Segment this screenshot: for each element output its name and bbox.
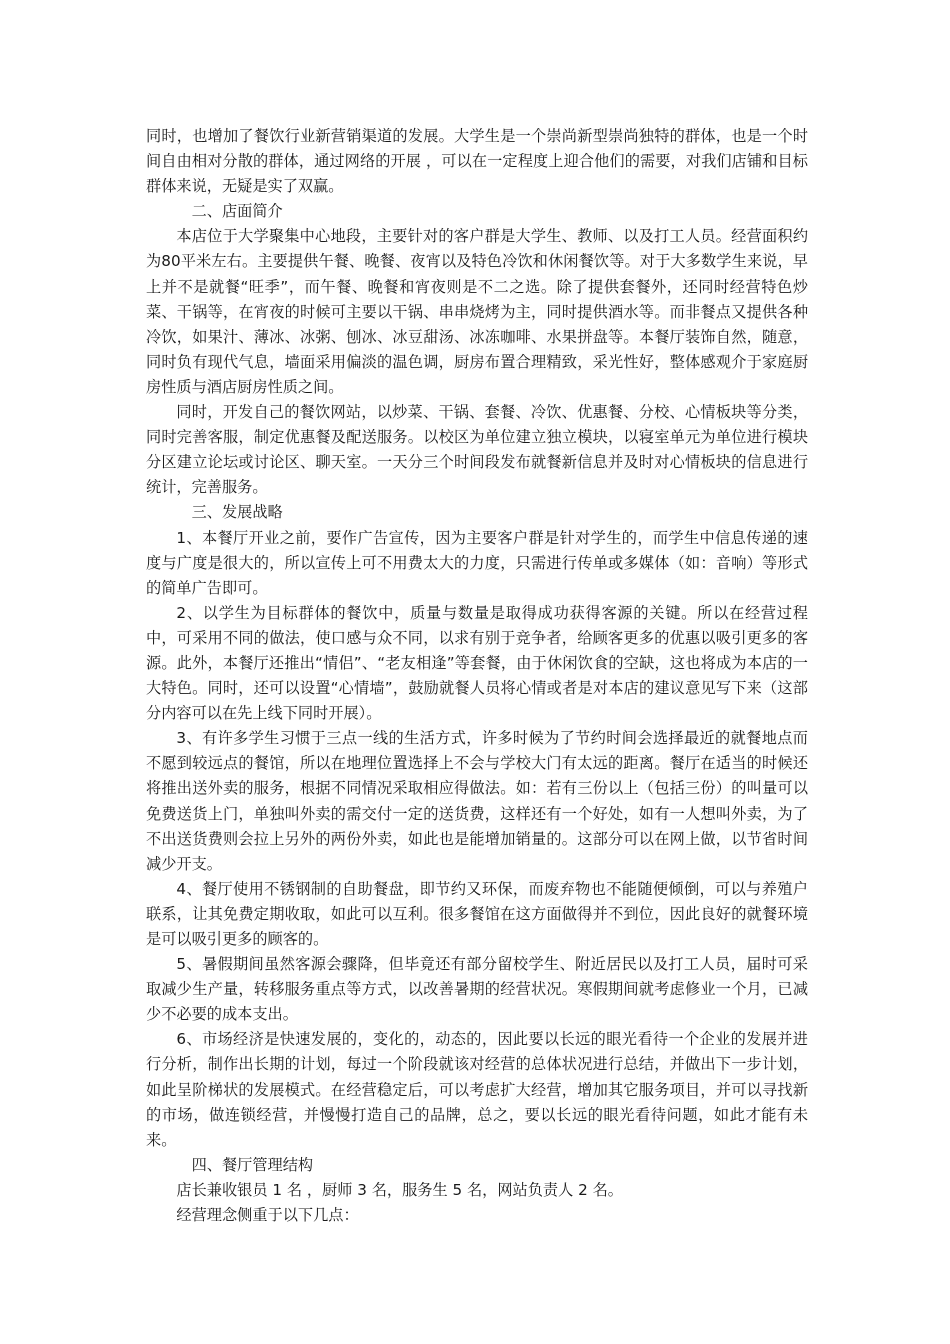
- paragraph-strategy-6: 6、市场经济是快速发展的，变化的，动态的，因此要以长远的眼光看待一个企业的发展并进行分析，制作出长期的计划，每过一个阶段就该对经营的总体状况进行总结，并做出下一步计划，如此呈阶梯状的发展模式。在经营稳定后，可以考虑扩大经营，增加其它服务项目，并可以寻找新的市场，做连锁经营，并慢慢打造自己的品牌，总之，要以长远的眼光看待问题，如此才能有未来。: [146, 1030, 808, 1149]
- section-heading-store-intro: 二、店面简介: [191, 202, 283, 221]
- paragraph-intro-continuation: 同时，也增加了餐饮行业新营销渠道的发展。大学生是一个崇尚新型崇尚独特的群体，也是一个时间自由相对分散的群体，通过网络的开展 ，可以在一定程度上迎合他们的需要，对我们店铺和目标群体来说，无疑是实了双赢。: [146, 127, 808, 196]
- section-heading-management: 四、餐厅管理结构: [191, 1155, 314, 1174]
- paragraph-strategy-4: 4、餐厅使用不锈钢制的自助餐盘，即节约又环保，而废弃物也不能随便倾倒，可以与养殖户联系，让其免费定期收取，如此可以互利。很多餐馆在这方面做得并不到位，因此良好的就餐环境是可以吸引更多的顾客的。: [146, 879, 808, 948]
- paragraph-strategy-1: 1、本餐厅开业之前，要作广告宣传，因为主要客户群是针对学生的，而学生中信息传递的速度与广度是很大的，所以宣传上可不用费太大的力度，只需进行传单或多媒体（如：音响）等形式的简单广告即可。: [146, 528, 808, 597]
- paragraph-strategy-5: 5、暑假期间虽然客源会骤降，但毕竟还有部分留校学生、附近居民以及打工人员，届时可采取减少生产量，转移服务重点等方式，以改善暑期的经营状况。寒假期间就考虑修业一个月，已减少不必要的成本支出。: [146, 955, 808, 1024]
- paragraph-staffing: 店长兼收银员 1 名 ，厨师 3 名，服务生 5 名，网站负责人 2 名。: [176, 1180, 623, 1199]
- paragraph-strategy-3: 3、有许多学生习惯于三点一线的生活方式，许多时候为了节约时间会选择最近的就餐地点而不愿到较远点的餐馆，所以在地理位置选择上不会与学校大门有太远的距离。餐厅在适当的时候还将推出送外卖的服务，根据不同情况采取相应得做法。如：若有三份以上（包括三份）的叫量可以免费送货上门，单独叫外卖的需交付一定的送货费，这样还有一个好处，如有一人想叫外卖，为了不出送货费则会拉上另外的两份外卖，如此也是能增加销量的。这部分可以在网上做，以节省时间减少开支。: [146, 729, 808, 873]
- paragraph-philosophy-intro: 经营理念侧重于以下几点：: [176, 1206, 359, 1225]
- paragraph-website: 同时，开发自己的餐饮网站，以炒菜、干锅、套餐、冷饮、优惠餐、分校、心情板块等分类，同时完善客服，制定优惠餐及配送服务。以校区为单位建立独立模块，以寝室单元为单位进行模块分区建立论坛或讨论区、聊天室。一天分三个时间段发布就餐新信息并及时对心情板块的信息进行统计，完善服务。: [146, 403, 808, 497]
- paragraph-strategy-2: 2、以学生为目标群体的餐饮中，质量与数量是取得成功获得客源的关键。所以在经营过程中，可采用不同的做法，使口感与众不同，以求有别于竞争者，给顾客更多的优惠以吸引更多的客源。此外，本餐厅还推出“情侣”、“老友相逢”等套餐，由于休闲饮食的空缺，这也将成为本店的一大特色。同时，还可以设置“心情墙”，鼓励就餐人员将心情或者是对本店的建议意见写下来（这部分内容可以在先上线下同时开展）。: [146, 603, 808, 723]
- section-heading-strategy: 三、发展战略: [191, 503, 283, 522]
- document-page: [146, 124, 808, 1228]
- paragraph-store-location: 本店位于大学聚集中心地段，主要针对的客户群是大学生、教师、以及打工人员。经营面积约为80平米左右。主要提供午餐、晚餐、夜宵以及特色冷饮和休闲餐饮等。对于大多数学生来说，早上并不是就餐“旺季”，而午餐、晚餐和宵夜则是不二之选。除了提供套餐外，还同时经营特色炒菜、干锅等，在宵夜的时候可主要以干锅、串串烧烤为主，同时提供酒水等。而非餐点又提供各种冷饮，如果汁、薄冰、冰粥、刨冰、冰豆甜汤、冰冻咖啡、水果拼盘等。本餐厅装饰自然，随意，同时负有现代气息，墙面采用偏淡的温色调，厨房布置合理精致，采光性好，整体感观介于家庭厨房性质与酒店厨房性质之间。: [146, 227, 808, 396]
